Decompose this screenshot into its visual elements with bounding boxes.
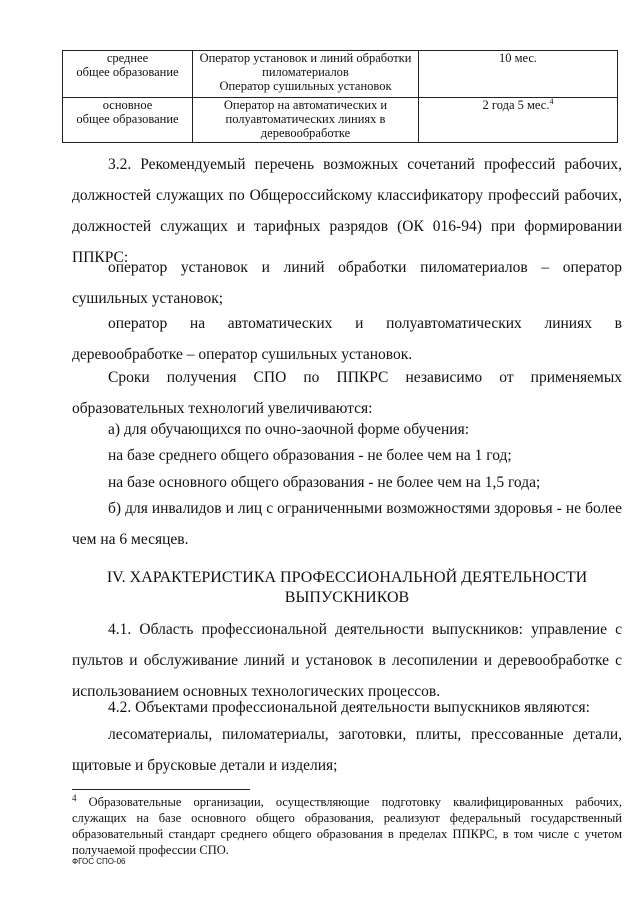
education-level-cell: среднее общее образование bbox=[63, 51, 193, 98]
qualification-cell: Оператор на автоматических и полуавтоматических линиях в деревообработке bbox=[193, 98, 419, 143]
item-a-2: на базе основного общего образования - не более чем на 1,5 года; bbox=[108, 474, 541, 491]
footnote-text: Образовательные организации, осуществляющие подготовку квалифицированных рабочих, служащих на базе основного общего образования, реализуют федеральный государственный образовательный стандарт среднего общего образования в пределах ППКРС, в том числе с учетом получаемой профессии СПО. bbox=[72, 795, 622, 857]
table-row bbox=[63, 98, 618, 143]
combination-item-2: оператор на автоматических и полуавтоматических линиях в деревообработке – оператор сушильных установок. bbox=[72, 315, 622, 363]
item-a-1: на базе среднего общего образования - не более чем на 1 год; bbox=[108, 447, 512, 464]
education-level-cell: основное общее образование bbox=[63, 98, 193, 143]
qualification-cell: Оператор установок и линий обработки пиломатериалов Оператор сушильных установок bbox=[193, 51, 419, 98]
footnote-mark: 4 bbox=[72, 793, 77, 803]
footnote-ref: 4 bbox=[549, 97, 554, 106]
footnote bbox=[72, 794, 622, 858]
paragraph-4-1: 4.1. Область профессиональной деятельности выпускников: управление с пультов и обслуживание линий и установок в лесопилении и деревообработке с использованием основных технологических процессов. bbox=[72, 621, 622, 700]
term-cell: 2 года 5 мес.$^4$ bbox=[419, 98, 618, 143]
paragraph-3-2: 3.2. Рекомендуемый перечень возможных сочетаний профессий рабочих, должностей служащих по Общероссийскому классификатору профессий рабочих, должностей служащих и тарифных разрядов (ОК 016-94) при формировании ППКРС: bbox=[72, 156, 622, 266]
page-footer: ФГОС СПО-06 bbox=[72, 857, 126, 866]
combination-item-1: оператор установок и линий обработки пиломатериалов – оператор сушильных установок; bbox=[72, 259, 622, 307]
terms-intro: Сроки получения СПО по ППКРС независимо от применяемых образовательных технологий увеличиваются: bbox=[72, 369, 622, 417]
table-row bbox=[63, 51, 618, 98]
objects-list: лесоматериалы, пиломатериалы, заготовки, плиты, прессованные детали, щитовые и брусковые детали и изделия; bbox=[72, 726, 622, 774]
item-a: а) для обучающихся по очно-заочной форме обучения: bbox=[108, 421, 470, 438]
paragraph-4-2: 4.2. Объектами профессиональной деятельности выпускников являются: bbox=[108, 699, 590, 716]
section-heading: IV. ХАРАКТЕРИСТИКА ПРОФЕССИОНАЛЬНОЙ ДЕЯТЕЛЬНОСТИ ВЫПУСКНИКОВ bbox=[106, 569, 588, 606]
term-cell: 10 мес. bbox=[419, 51, 618, 98]
item-b: б) для инвалидов и лиц с ограниченными возможностями здоровья - не более чем на 6 месяцев. bbox=[72, 500, 622, 548]
training-terms-table bbox=[62, 50, 618, 143]
footnote-separator bbox=[72, 789, 250, 790]
